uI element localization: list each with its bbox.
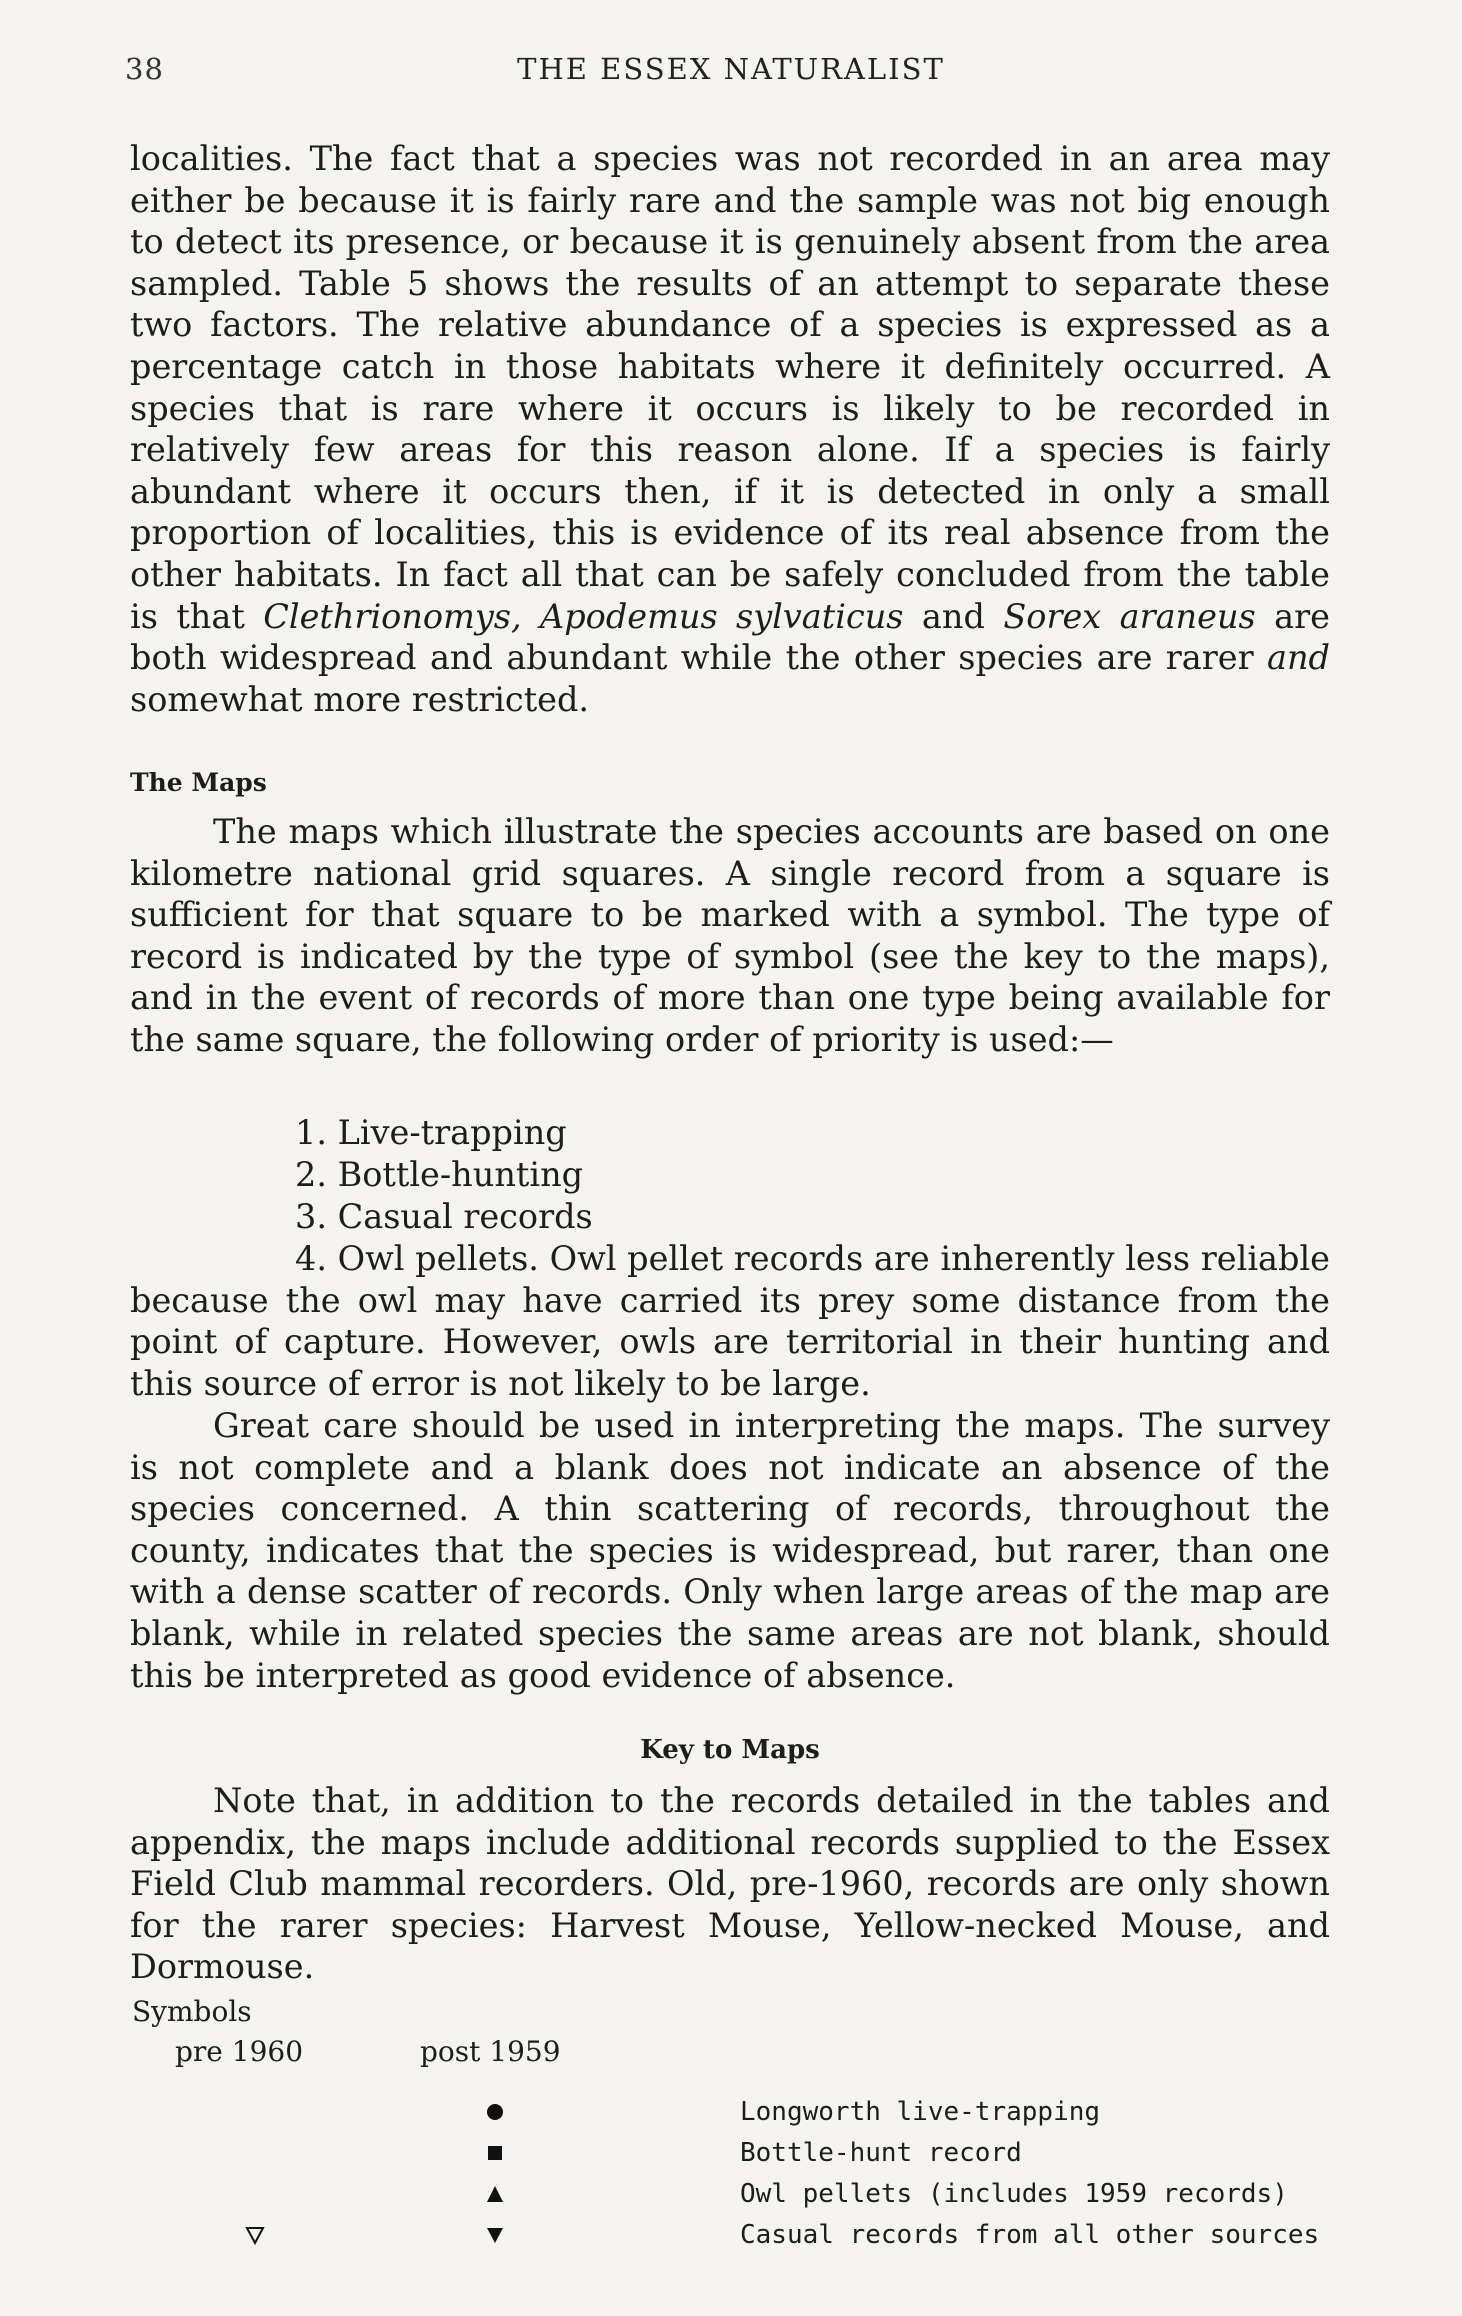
list-item-owl-pellets: 4. Owl pellets. Owl pellet records are inherently less reliable because the owl may have carried its prey some distance from the point of capture. However, owls are territorial in their hunting and this source of error is not likely to be large.	[130, 1239, 1330, 1403]
open-down-triangle-icon	[235, 2215, 275, 2255]
paragraph-maps-intro: The maps which illustrate the species accounts are based on one kilometre national grid squares. A single record from a square is sufficient for that square to be marked with a symbol. The type of record is indicated by the type of symbol (see the key to the maps), and in the event of records of more than one type being available for the same square, the following order of priority is used:—	[130, 812, 1330, 1059]
list-item-live-trapping: 1. Live-trapping	[295, 1113, 567, 1152]
paragraph-text: are both widespread and abundant while the other species are rarer	[130, 596, 1330, 678]
symbols-label: Symbols	[132, 1995, 252, 2028]
legend-column-post-1959: post 1959	[420, 2035, 561, 2068]
list-item-bottle-hunting: 2. Bottle-hunting	[295, 1155, 584, 1194]
legend-label: Owl pellets (includes 1959 records)	[740, 2179, 1288, 2209]
species-name: Sorex araneus	[1003, 596, 1256, 636]
text-column	[130, 0, 1330, 2316]
filled-up-triangle-icon	[475, 2174, 515, 2214]
paragraph-additional-records: Note that, in addition to the records detailed in the tables and appendix, the maps include additional records supplied to the Essex Field Club mammal recorders. Old, pre-1960, records are only shown for the rarer species: Harvest Mouse, Yellow-necked Mouse, and Dormouse.	[130, 1781, 1330, 1987]
paragraph-interpreting-maps: Great care should be used in interpreting the maps. The survey is not complete and a blank does not indicate an absence of the species concerned. A thin scattering of records, throughout the county, indicates that the species is widespread, but rarer, than one with a dense scatter of records. Only when large areas of the map are blank, while in related species the same areas are not blank, should this be interpreted as good evidence of absence.	[130, 1406, 1330, 1695]
legend-label: Longworth live-trapping	[740, 2097, 1101, 2127]
legend-row-live-trapping	[130, 2092, 1330, 2132]
page-number: 38	[125, 52, 164, 86]
filled-square-icon	[475, 2133, 515, 2173]
legend-row-bottle-hunt	[130, 2133, 1330, 2173]
legend-column-pre-1960: pre 1960	[175, 2035, 304, 2068]
paragraph-localities	[130, 138, 1330, 720]
list-item-casual-records: 3. Casual records	[295, 1197, 593, 1236]
legend-row-owl-pellets	[130, 2174, 1330, 2214]
legend-row-casual-records	[130, 2215, 1330, 2255]
filled-circle-icon	[475, 2092, 515, 2132]
journal-title: THE ESSEX NATURALIST	[517, 52, 945, 86]
key-heading: Key to Maps	[640, 1735, 820, 1765]
legend-label: Casual records from all other sources	[740, 2220, 1320, 2250]
paragraph-text: and	[903, 596, 1004, 636]
section-heading-maps: The Maps	[130, 768, 267, 797]
legend-label: Bottle-hunt record	[740, 2138, 1022, 2168]
paragraph-text: localities. The fact that a species was not recorded in an area may either be because it is fairly rare and the sample was not big enough to detect its presence, or because it is genuinely absent from the area sampled. Table 5 shows the results of an attempt to separate these two factors. The relative abundance of a species is expressed as a percentage catch in those habitats where it definitely occurred. A species that is rare where it occurs is likely to be recorded in relatively few areas for this reason alone. If a species is fairly abundant where it occurs then, if it is detected in only a small proportion of localities, this is evidence of its real absence from the other habitats. In fact all that can be safely concluded from the table is that	[130, 139, 1330, 636]
paragraph-text: somewhat more restricted.	[130, 679, 590, 719]
species-names: Clethrionomys, Apodemus sylvaticus	[263, 596, 904, 636]
filled-down-triangle-icon	[475, 2215, 515, 2255]
emphasis: and	[1267, 638, 1330, 678]
